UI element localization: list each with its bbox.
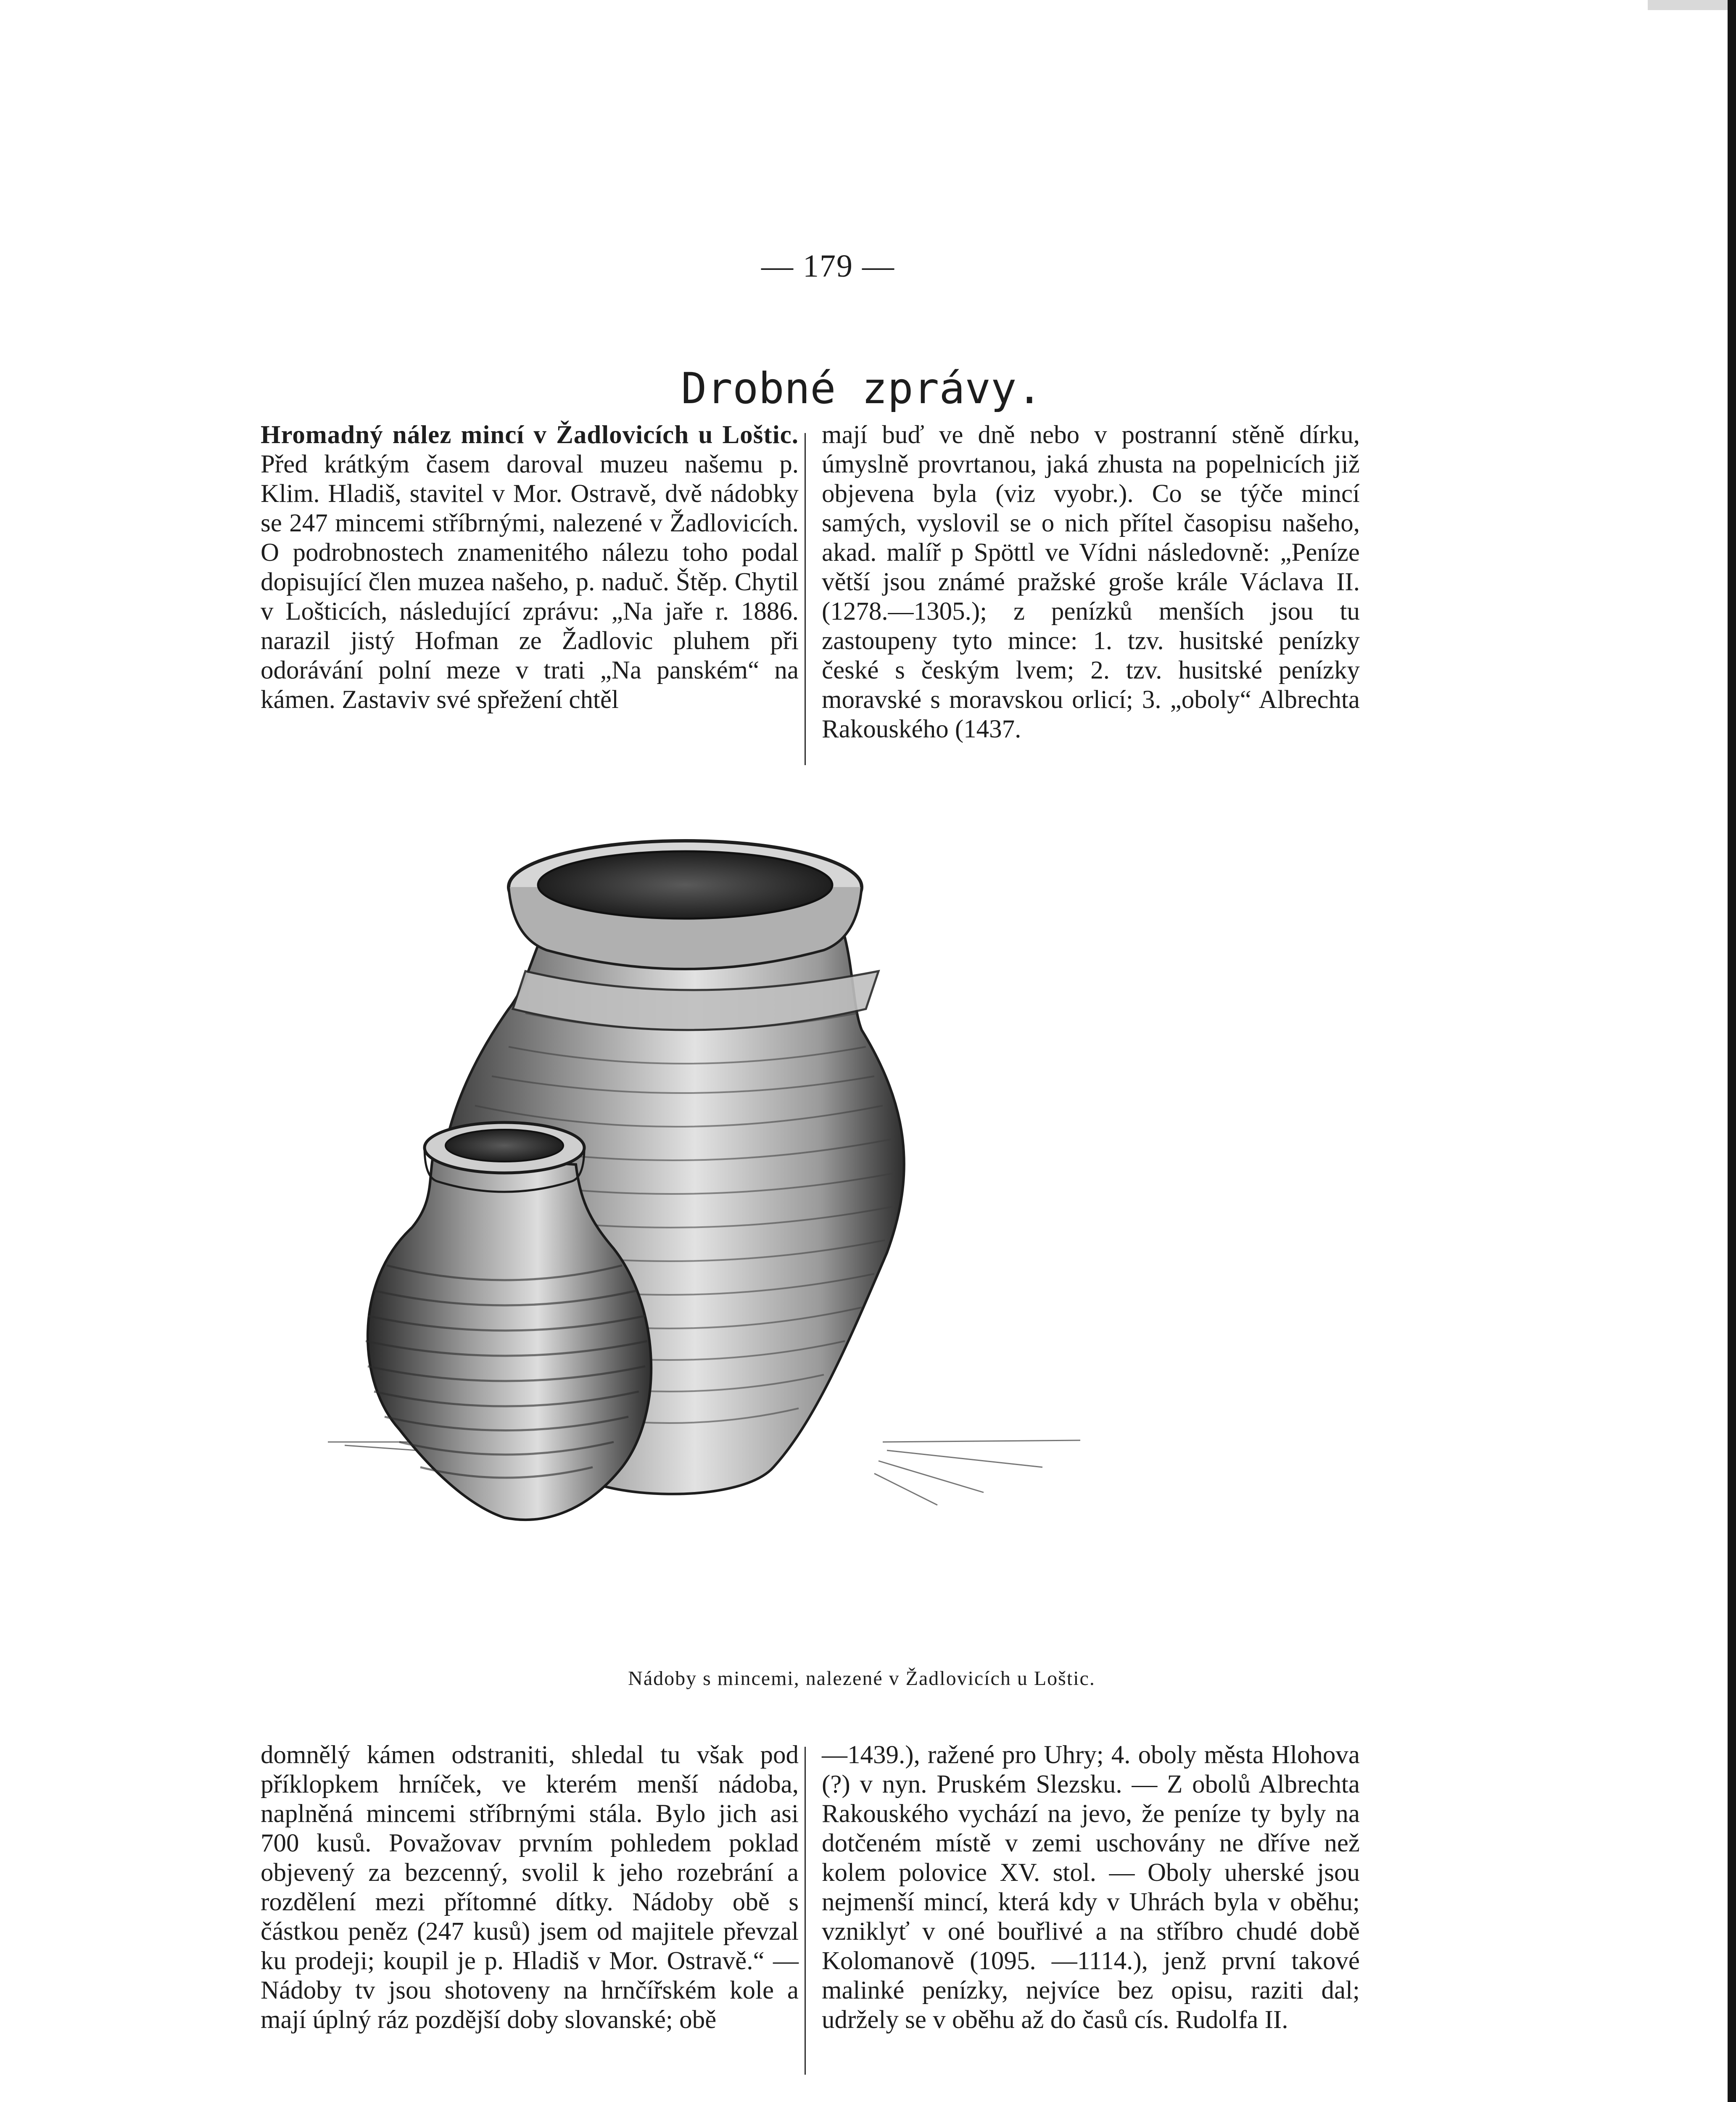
- upper-left-column: [261, 420, 799, 765]
- lower-left-text: domnělý kámen odstraniti, shledal tu však pod příklopkem hrníček, ve kterém menší nádoba, naplněná mincemi stříbrnými stála. Bylo jich asi 700 kusů. Považovav prvním pohledem poklad objevený za bezcenný, svolil k jeho rozebrání a rozdělení mezi přítomné dítky. Nádoby obě s částkou peněz (247 kusů) jsem od majitele převzal ku prodeji; koupil je p. Hladiš v Mor. Ostravě.“ — Nádoby tv jsou shotoveny na hrnčířském kole a mají úplný ráz pozdější doby slovanské; obě: [261, 1741, 799, 2034]
- article-headline: Hromadný nález mincí v Žadlovicích u Loštic.: [261, 421, 799, 449]
- column-divider-lower: [805, 1747, 806, 2075]
- column-divider-upper: [805, 433, 806, 765]
- lower-right-text: —1439.), ražené pro Uhry; 4. oboly města Hlohova (?) v nyn. Pruském Slezsku. — Z obolů Albrechta Rakouského vychází na jevo, že peníze ty byly na dotčeném místě v zemi uschovány ne dříve než kolem polovice XV. stol. — Oboly uherské jsou nejmenší mincí, která kdy v Uhrách byla v oběhu; vzniklyť v oné bouřlivé a na stříbro chudé době Kolomanově (1095. —1114.), jenž první takové malinké penízky, nejvíce bez opisu, raziti dal; udržely se v oběhu až do časů cís. Rudolfa II.: [822, 1741, 1360, 2034]
- scan-edge-right: [1728, 0, 1736, 2102]
- scan-edge-top: [1648, 0, 1728, 10]
- clay-vessels-icon: [328, 811, 1295, 1619]
- section-title: Drobné zprávy.: [681, 364, 1042, 414]
- figure-caption: Nádoby s mincemi, nalezené v Žadlovicích u Loštic.: [628, 1667, 1095, 1690]
- page-number: — 179 —: [761, 248, 895, 284]
- upper-left-text: Před krátkým časem daroval muzeu našemu p. Klim. Hladiš, stavitel v Mor. Ostravě, dvě nádobky se 247 mincemi stříbrnými, nalezené v Žadlovicích. O podrobnostech znamenitého nálezu toho podal dopisující člen muzea našeho, p. naduč. Štěp. Chytil v Lošticích, následující zprávu: „Na jaře r. 1886. narazil jistý Hofman ze Žadlovic pluhem při odorávání polní meze v trati „Na panském“ na kámen. Zastaviv své spřežení chtěl: [261, 450, 799, 714]
- vessels-figure: [328, 811, 1295, 1619]
- upper-right-text: mají buď ve dně nebo v postranní stěně dírku, úmyslně provrtanou, jaká zhusta na popelnicích již objevena byla (viz vyobr.). Co se týče mincí samých, vyslovil se o nich přítel časopisu našeho, akad. malíř p Spöttl ve Vídni následovně: „Peníze větší jsou známé pražské groše krále Václava II. (1278.—1305.); z penízků menších jsou tu zastoupeny tyto mince: 1. tzv. husitské penízky české s českým lvem; 2. tzv. husitské penízky moravské s moravskou orlicí; 3. „oboly“ Albrechta Rakouského (1437.: [822, 421, 1360, 743]
